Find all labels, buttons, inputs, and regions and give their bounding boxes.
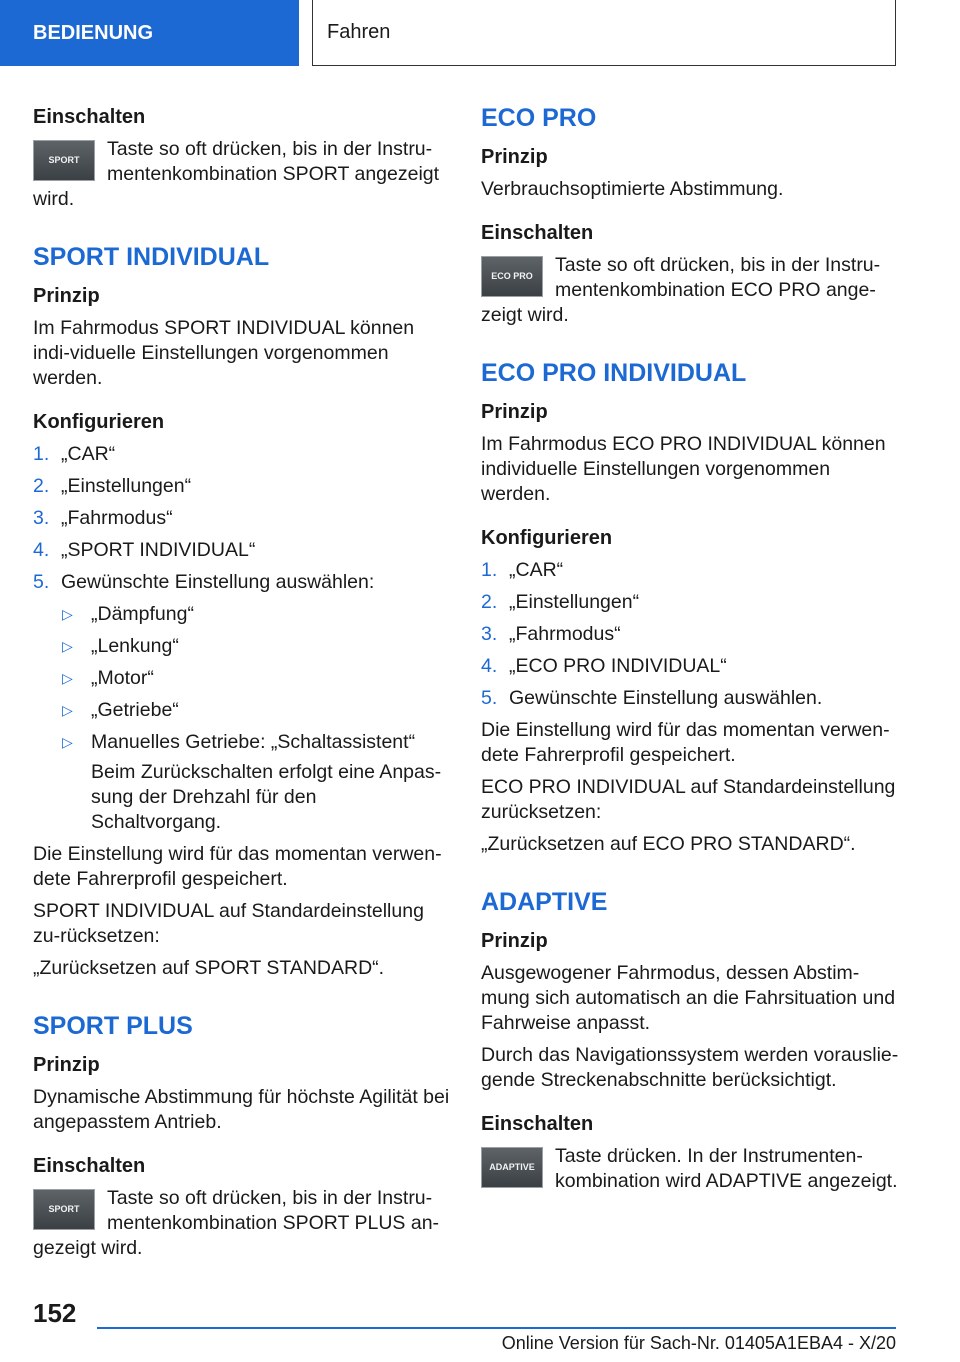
chapter-tab xyxy=(312,0,896,66)
step-item xyxy=(481,558,901,583)
step-text: „ECO PRO INDIVIDUAL“ xyxy=(509,655,727,677)
section-tab xyxy=(0,0,299,66)
sport-individual-steps xyxy=(33,442,451,595)
step-item xyxy=(33,474,451,499)
einschalten-heading: Einschalten xyxy=(481,1113,594,1135)
option-item xyxy=(62,730,451,755)
prinzip-text: Ausgewogener Fahrmodus, dessen Abstim-mung sich automatisch an die Fahrsituation und Fahrweise anpasst. xyxy=(481,962,896,1034)
step-number: 2. xyxy=(33,475,50,497)
step-item xyxy=(33,570,451,595)
einschalten-heading: Einschalten xyxy=(33,106,146,128)
step-item xyxy=(33,506,451,531)
step-text: Gewünschte Einstellung auswählen: xyxy=(61,571,375,593)
prinzip-heading: Prinzip xyxy=(481,930,548,952)
step-number: 4. xyxy=(33,539,50,561)
sport-plus-button-instruction xyxy=(33,1186,451,1236)
sport-button-image: SPORT xyxy=(33,140,95,181)
eco-pro-individual-title: ECO PRO INDIVIDUAL xyxy=(481,359,747,387)
body-paragraph: Die Einstellung wird für das momentan verwen-dete Fahrerprofil gespeichert. xyxy=(481,719,890,766)
step-number: 1. xyxy=(33,443,50,465)
instruction-text: Taste drücken. In der Instrumenten-kombination wird ADAPTIVE angezeigt. xyxy=(555,1145,898,1192)
sport-button-instruction xyxy=(33,137,451,187)
step-number: 5. xyxy=(481,687,498,709)
sport-button-image: SPORT xyxy=(33,1189,95,1230)
adaptive-button-instruction xyxy=(481,1144,901,1194)
footer-text: Online Version für Sach-Nr. 01405A1EBA4 - X/20 xyxy=(501,1333,896,1353)
adaptive-button-image: ADAPTIVE xyxy=(481,1147,543,1188)
konfigurieren-heading: Konfigurieren xyxy=(33,411,165,433)
prinzip-text: Im Fahrmodus SPORT INDIVIDUAL können indi-viduelle Einstellungen vorgenommen werden. xyxy=(33,317,415,389)
instruction-continuation: gezeigt wird. xyxy=(33,1237,143,1259)
option-text: Manuelles Getriebe: „Schaltassistent“ xyxy=(91,731,416,753)
einschalten-heading: Einschalten xyxy=(33,1155,146,1177)
sport-plus-title: SPORT PLUS xyxy=(33,1012,193,1040)
konfigurieren-heading: Konfigurieren xyxy=(481,527,613,549)
step-text: „Fahrmodus“ xyxy=(61,507,173,529)
step-text: „CAR“ xyxy=(509,559,564,581)
step-text: „Fahrmodus“ xyxy=(509,623,621,645)
step-text: „Einstellungen“ xyxy=(61,475,192,497)
left-column xyxy=(33,100,451,1268)
step-text: „Einstellungen“ xyxy=(509,591,640,613)
step-item xyxy=(481,590,901,615)
instruction-text: Taste so oft drücken, bis in der Instru-mentenkombination SPORT PLUS an- xyxy=(107,1187,440,1234)
option-item xyxy=(62,634,451,659)
chapter-title: Fahren xyxy=(327,21,391,43)
instruction-text: Taste so oft drücken, bis in der Instru-mentenkombination SPORT angezeigt xyxy=(107,138,440,185)
step-text: „SPORT INDIVIDUAL“ xyxy=(61,539,256,561)
section-title: BEDIENUNG xyxy=(33,21,154,44)
body-paragraph: ECO PRO INDIVIDUAL auf Standardeinstellung zurücksetzen: xyxy=(481,776,896,823)
prinzip-heading: Prinzip xyxy=(481,401,548,423)
body-paragraph: SPORT INDIVIDUAL auf Standardeinstellung zu-rücksetzen: xyxy=(33,900,424,947)
step-text: Gewünschte Einstellung auswählen. xyxy=(509,687,823,709)
right-column xyxy=(481,100,901,1194)
eco-pro-button-instruction xyxy=(481,253,901,303)
step-number: 3. xyxy=(33,507,50,529)
option-item xyxy=(62,666,451,691)
step-item xyxy=(33,442,451,467)
page-number: 152 xyxy=(33,1298,77,1328)
adaptive-title: ADAPTIVE xyxy=(481,888,608,916)
eco-pro-button-image: ECO PRO xyxy=(481,256,543,297)
setting-options-list xyxy=(33,602,451,755)
step-item xyxy=(481,654,901,679)
option-item xyxy=(62,698,451,723)
step-text: „CAR“ xyxy=(61,443,116,465)
instruction-text: Taste so oft drücken, bis in der Instru-mentenkombination ECO PRO ange- xyxy=(555,254,881,301)
step-item xyxy=(481,686,901,711)
option-text: „Lenkung“ xyxy=(91,635,179,657)
triangle-bullet-icon: ▷ xyxy=(62,670,73,686)
body-paragraph: „Zurücksetzen auf SPORT STANDARD“. xyxy=(33,957,385,979)
triangle-bullet-icon: ▷ xyxy=(62,606,73,622)
step-number: 3. xyxy=(481,623,498,645)
prinzip-heading: Prinzip xyxy=(33,285,100,307)
step-number: 5. xyxy=(33,571,50,593)
prinzip-heading: Prinzip xyxy=(481,146,548,168)
sport-individual-title: SPORT INDIVIDUAL xyxy=(33,243,270,271)
body-paragraph: Die Einstellung wird für das momentan verwen-dete Fahrerprofil gespeichert. xyxy=(33,843,442,890)
eco-pro-individual-steps xyxy=(481,558,901,711)
triangle-bullet-icon: ▷ xyxy=(62,638,73,654)
step-item xyxy=(481,622,901,647)
step-number: 1. xyxy=(481,559,498,581)
option-text: „Motor“ xyxy=(91,667,154,689)
step-number: 2. xyxy=(481,591,498,613)
step-item xyxy=(33,538,451,563)
option-text: „Dämpfung“ xyxy=(91,603,194,625)
footer-divider xyxy=(97,1327,896,1329)
einschalten-heading: Einschalten xyxy=(481,222,594,244)
body-paragraph: Durch das Navigationssystem werden vorauslie-gende Streckenabschnitte berücksichtigt. xyxy=(481,1044,899,1091)
body-paragraph: „Zurücksetzen auf ECO PRO STANDARD“. xyxy=(481,833,856,855)
option-text: „Getriebe“ xyxy=(91,699,179,721)
triangle-bullet-icon: ▷ xyxy=(62,734,73,750)
option-item xyxy=(62,602,451,627)
step-number: 4. xyxy=(481,655,498,677)
triangle-bullet-icon: ▷ xyxy=(62,702,73,718)
prinzip-text: Im Fahrmodus ECO PRO INDIVIDUAL können individuelle Einstellungen vorgenommen werden. xyxy=(481,433,886,505)
prinzip-text: Verbrauchsoptimierte Abstimmung. xyxy=(481,178,784,200)
instruction-continuation: wird. xyxy=(33,188,75,210)
prinzip-heading: Prinzip xyxy=(33,1054,100,1076)
option-note: Beim Zurückschalten erfolgt eine Anpas-sung der Drehzahl für den Schaltvorgang. xyxy=(91,761,442,833)
eco-pro-title: ECO PRO xyxy=(481,104,597,132)
prinzip-text: Dynamische Abstimmung für höchste Agilität bei angepasstem Antrieb. xyxy=(33,1086,450,1133)
instruction-continuation: zeigt wird. xyxy=(481,304,569,326)
